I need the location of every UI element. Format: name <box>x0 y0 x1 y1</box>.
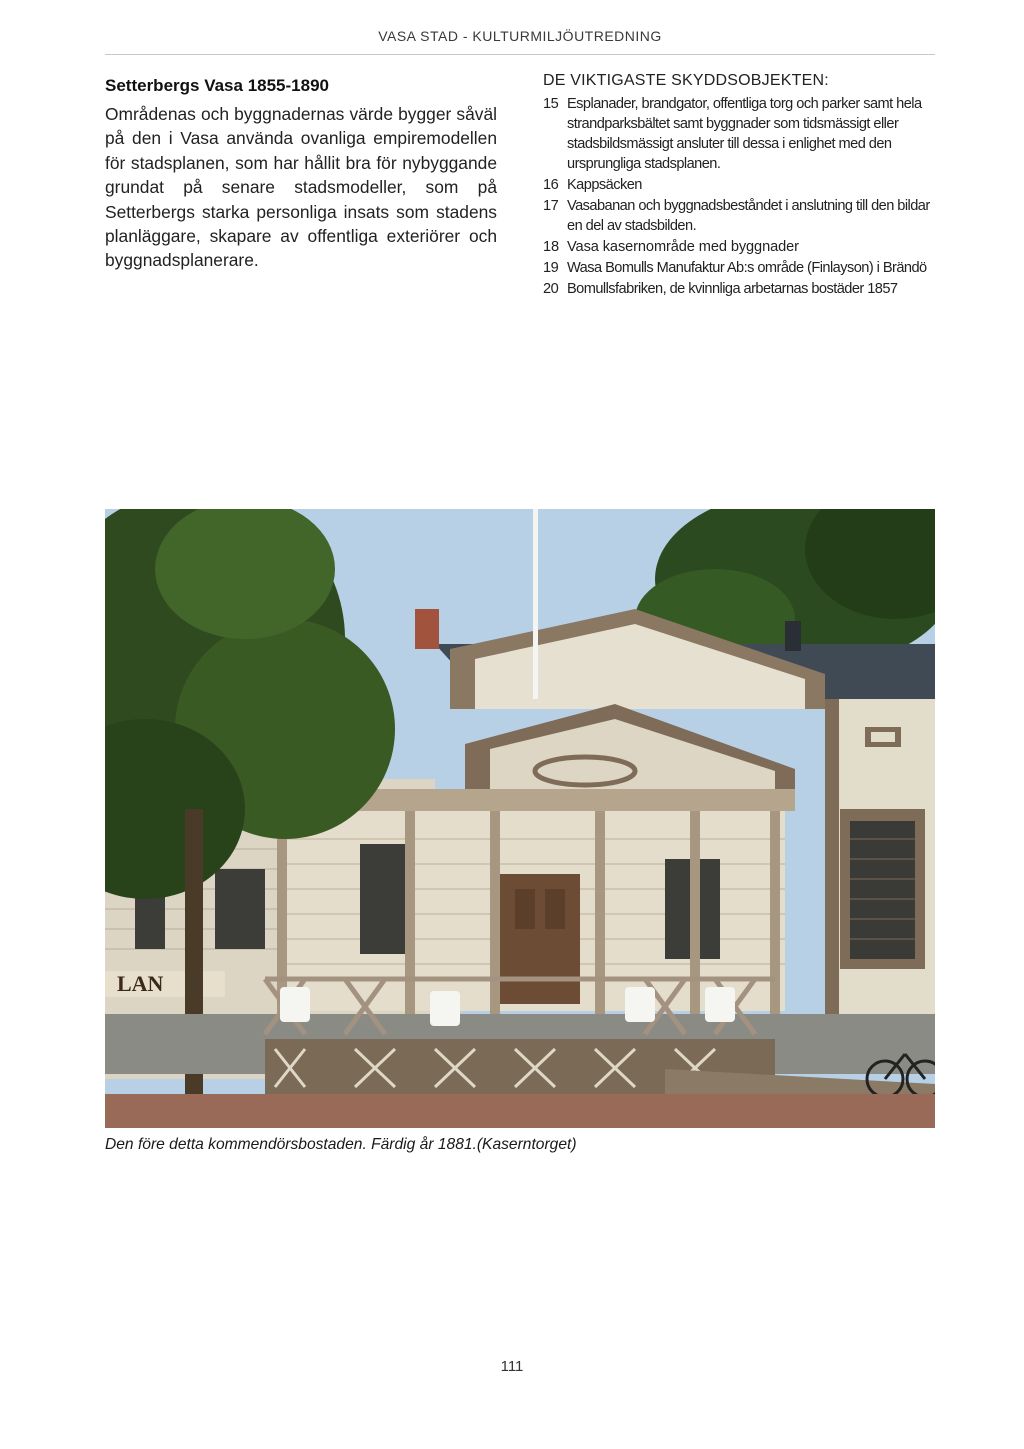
list-item <box>543 279 938 299</box>
left-column <box>105 76 497 273</box>
item-text: Kappsäcken <box>567 177 642 193</box>
front-door <box>500 874 580 1004</box>
protection-objects-list <box>543 94 938 299</box>
item-text: Wasa Bomulls Manufaktur Ab:s område (Finlayson) i Brändö <box>567 260 927 276</box>
paved-ground <box>105 1094 935 1128</box>
chimney <box>785 621 801 651</box>
list-item <box>543 175 938 195</box>
running-header: VASA STAD - KULTURMILJÖUTREDNING <box>378 28 662 44</box>
photo-illustration <box>105 509 935 1128</box>
item-text: Bomullsfabriken, de kvinnliga arbetarnas bostäder 1857 <box>567 281 898 297</box>
building-photo <box>105 509 935 1128</box>
item-number: 17 <box>543 198 559 214</box>
protection-objects-title: DE VIKTIGASTE SKYDDSOBJEKTEN: <box>543 72 829 89</box>
list-item <box>543 237 938 257</box>
right-column <box>543 72 938 300</box>
item-text: Vasabanan och byggnadsbeståndet i anslutning till den bildar en del av stadsbilden. <box>567 198 930 234</box>
list-item <box>543 94 938 174</box>
item-number: 16 <box>543 177 559 193</box>
item-number: 19 <box>543 260 559 276</box>
header-rule <box>105 54 935 55</box>
section-body: Områdenas och byggnadernas värde bygger såväl på den i Vasa använda ovanliga empiremodellen för stadsplanen, som har hållit bra för nybyggande grundat på senare stadsmodeller, som på Setterbergs starka personliga insats som stadens planläggare, skapare av offentliga exteriörer och byggnadsplanerare. <box>105 104 497 271</box>
list-item <box>543 196 938 236</box>
item-text: Esplanader, brandgator, offentliga torg och parker samt hela strandparksbältet samt byggnader som tidsmässigt eller stadsbildsmässigt ansluter till dessa i enlighet med den ursprungliga stadsplanen. <box>567 96 922 172</box>
photo-caption: Den före detta kommendörsbostaden. Färdig år 1881.(Kaserntorget) <box>105 1136 577 1153</box>
brick-chimney <box>415 609 439 649</box>
item-text: Vasa kasernområde med byggnader <box>567 239 799 255</box>
shop-sign-text: LAN <box>117 971 164 996</box>
item-number: 18 <box>543 239 560 255</box>
item-number: 20 <box>543 281 559 297</box>
section-title: Setterbergs Vasa 1855-1890 <box>105 76 329 95</box>
page-number: 111 <box>500 1358 524 1375</box>
item-number: 15 <box>543 96 559 112</box>
list-item <box>543 258 938 278</box>
flag-pole <box>533 509 538 699</box>
